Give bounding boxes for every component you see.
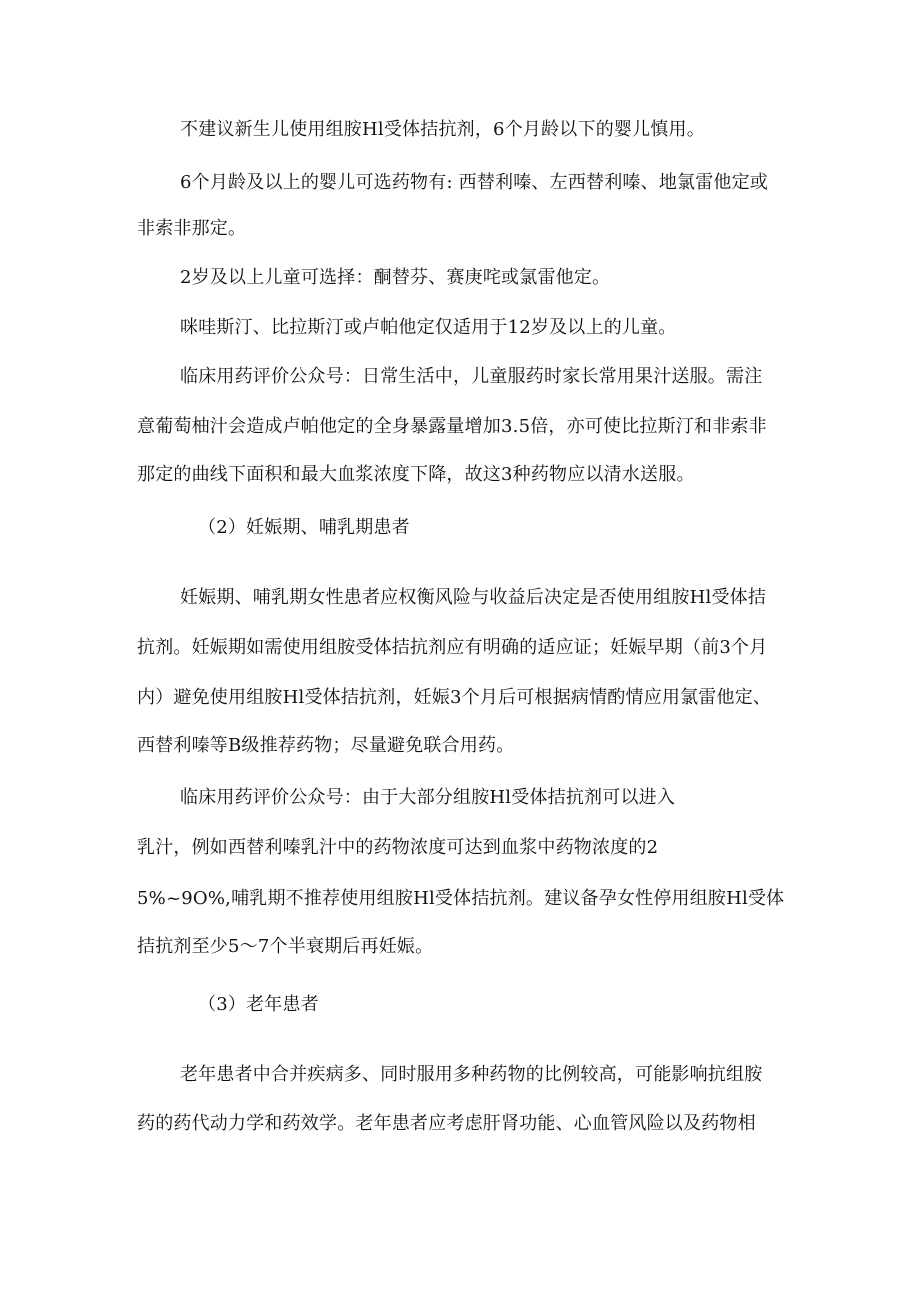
text-line-7: 意葡萄柚汁会造成卢帕他定的全身暴露量增加3.5倍，亦可使比拉斯汀和非索非 <box>137 416 767 437</box>
text-line-16: 5%~9O%,哺乳期不推荐使用组胺Hl受体拮抗剂。建议备孕女性停用组胺Hl受体 <box>137 888 785 909</box>
text-line-5: 咪哇斯汀、比拉斯汀或卢帕他定仅适用于12岁及以上的儿童。 <box>180 317 677 338</box>
text-line-13: 西替利嗪等B级推荐药物；尽量避免联合用药。 <box>137 735 515 756</box>
text-line-2: 6个月龄及以上的婴儿可选药物有: 西替利嗪、左西替利嗪、地氯雷他定或 <box>180 172 769 193</box>
section-heading-elderly: （3）老年患者 <box>198 994 319 1015</box>
text-line-14: 临床用药评价公众号：由于大部分组胺Hl受体拮抗剂可以进入 <box>180 787 676 808</box>
text-line-20: 药的药代动力学和药效学。老年患者应考虑肝肾功能、心血管风险以及药物相 <box>137 1113 756 1134</box>
text-line-6: 临床用药评价公众号：日常生活中，儿童服药时家长常用果汁送服。需注 <box>180 366 763 387</box>
text-line-3: 非索非那定。 <box>137 218 247 239</box>
text-line-1: 不建议新生儿使用组胺Hl受体拮抗剂，6个月龄以下的婴儿慎用。 <box>180 119 705 140</box>
text-line-8: 那定的曲线下面积和最大血浆浓度下降，故这3种药物应以清水送服。 <box>137 464 695 485</box>
text-line-4: 2岁及以上儿童可选择：酮替芬、赛庚咤或氯雷他定。 <box>180 267 611 288</box>
text-line-15: 乳汁，例如西替利嗪乳汁中的药物浓度可达到血浆中药物浓度的2 <box>137 837 659 858</box>
text-line-19: 老年患者中合并疾病多、同时服用多种药物的比例较高，可能影响抗组胺 <box>180 1064 763 1085</box>
section-heading-pregnancy: （2）妊娠期、哺乳期患者 <box>198 517 410 538</box>
text-line-10: 妊娠期、哺乳期女性患者应权衡风险与收益后决定是否使用组胺Hl受体拮 <box>180 587 767 608</box>
text-line-12: 内）避免使用组胺Hl受体拮抗剂，妊娠3个月后可根据病情酌情应用氯雷他定、 <box>137 687 772 708</box>
text-line-17: 拮抗剂至少5～7个半衰期后再妊娠。 <box>137 936 434 957</box>
text-line-11: 抗剂。妊娠期如需使用组胺受体拮抗剂应有明确的适应证；妊娠早期（前3个月 <box>137 637 768 658</box>
